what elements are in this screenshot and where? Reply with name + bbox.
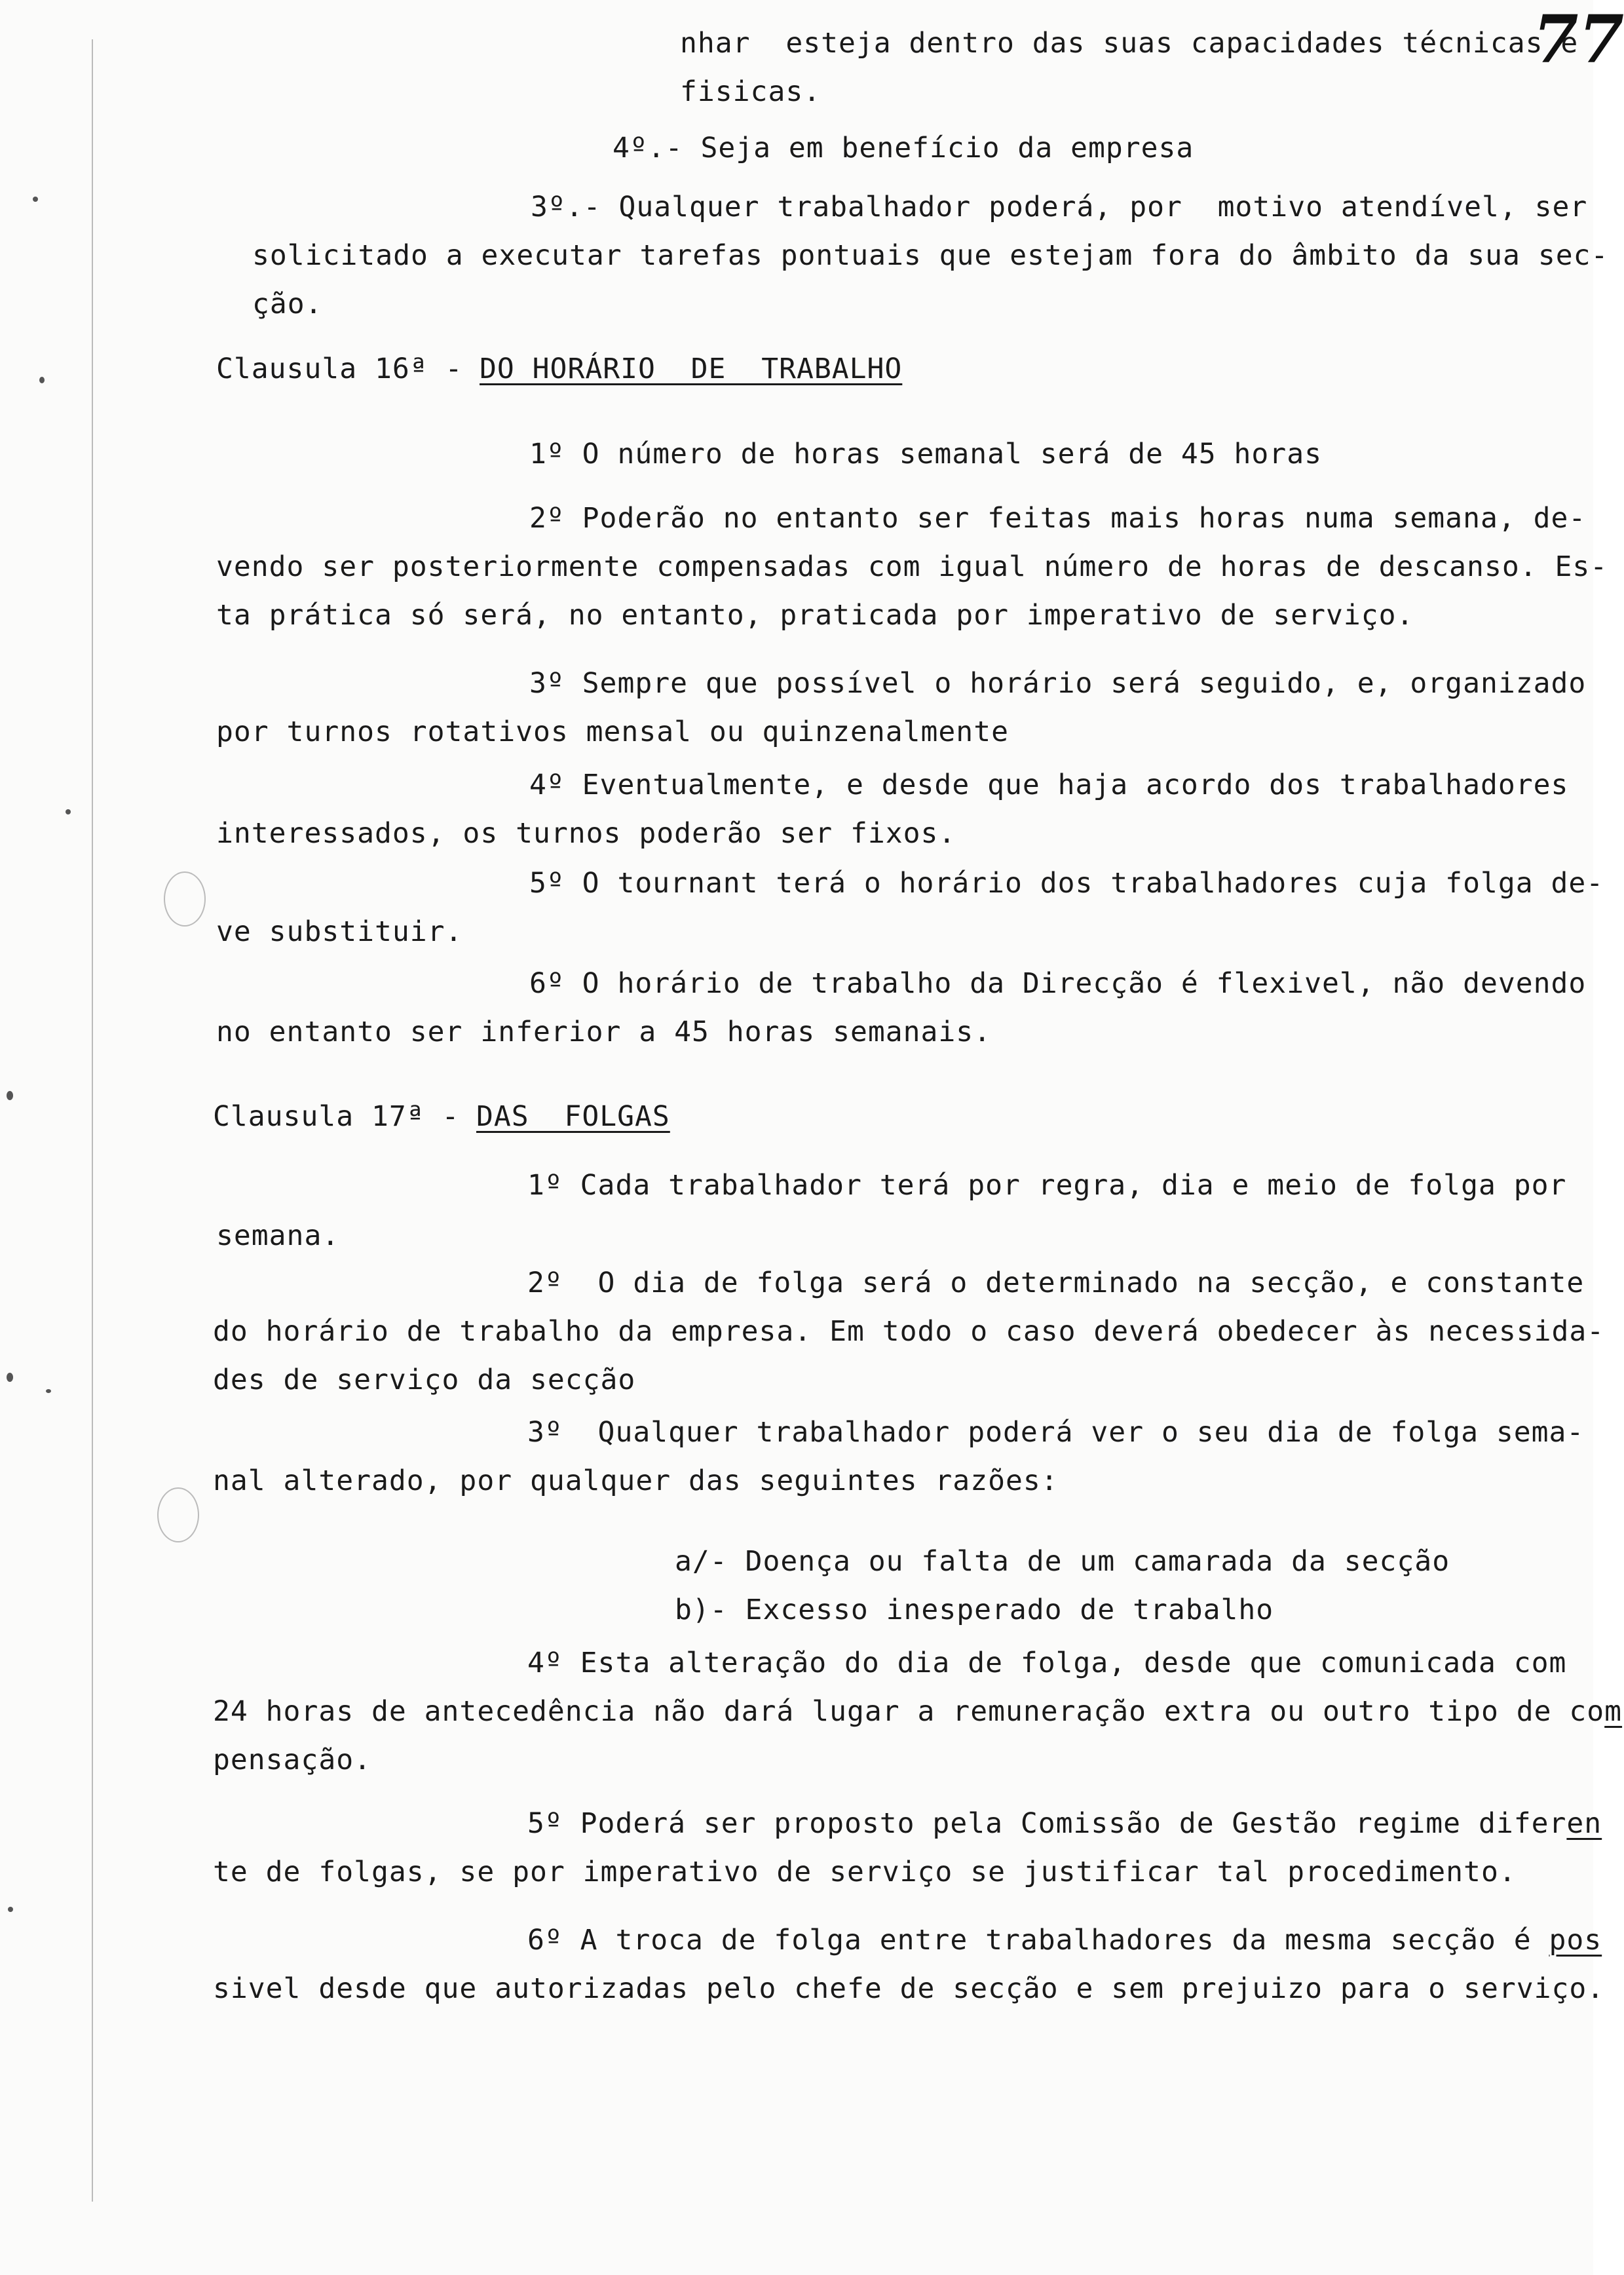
text-line: no entanto ser inferior a 45 horas semanais. bbox=[216, 1016, 992, 1048]
clause-17-title: DAS FOLGAS bbox=[476, 1100, 670, 1133]
text-line: do horário de trabalho da empresa. Em todo o caso deverá obedecer às necessida- bbox=[213, 1315, 1605, 1348]
scan-speck bbox=[39, 377, 45, 383]
text-line: des de serviço da secção bbox=[213, 1364, 636, 1396]
punch-hole bbox=[164, 871, 206, 927]
text-line: 4º.- Seja em benefício da empresa bbox=[613, 132, 1194, 164]
text-line: 2º O dia de folga será o determinado na secção, e constante bbox=[527, 1267, 1585, 1299]
text-line: 3º Sempre que possível o horário será seguido, e, organizado bbox=[529, 667, 1587, 700]
text-line: sivel desde que autorizadas pelo chefe de secção e sem prejuizo para o serviço. bbox=[213, 1972, 1605, 2005]
text-line: 2º Poderão no entanto ser feitas mais horas numa semana, de- bbox=[529, 502, 1587, 535]
text-line: interessados, os turnos poderão ser fixos. bbox=[216, 817, 956, 850]
text-line: 1º O número de horas semanal será de 45 horas bbox=[529, 438, 1322, 470]
text-line: te de folgas, se por imperativo de serviço se justificar tal procedimento. bbox=[213, 1856, 1517, 1888]
text-line: 24 horas de antecedência não dará lugar a remuneração extra ou outro tipo de com bbox=[213, 1695, 1623, 1728]
text-line: nhar esteja dentro das suas capacidades técnicas e bbox=[680, 27, 1579, 60]
text-line: fisicas. bbox=[680, 75, 821, 108]
punch-hole bbox=[157, 1487, 199, 1542]
text-line: pensação. bbox=[213, 1744, 371, 1776]
text-line: solicitado a executar tarefas pontuais que estejam fora do âmbito da sua sec- bbox=[252, 239, 1609, 272]
text-line: ção. bbox=[252, 288, 323, 320]
text-line: 3º.- Qualquer trabalhador poderá, por motivo atendível, ser bbox=[531, 191, 1588, 223]
text-line: ta prática só será, no entanto, praticada por imperativo de serviço. bbox=[216, 599, 1414, 632]
underlined-fragment: en bbox=[1566, 1807, 1602, 1840]
text-line: 4º Eventualmente, e desde que haja acordo dos trabalhadores bbox=[529, 769, 1569, 801]
text-line: 5º O tournant terá o horário dos trabalhadores cuja folga de- bbox=[529, 867, 1604, 900]
scan-speck bbox=[46, 1389, 51, 1393]
clause-16-title: DO HORÁRIO DE TRABALHO bbox=[480, 353, 903, 385]
clause-16-label: Clausula 16ª - bbox=[216, 353, 463, 385]
text-line: vendo ser posteriormente compensadas com igual número de horas de descanso. Es- bbox=[216, 550, 1608, 583]
scan-speck bbox=[66, 809, 71, 814]
list-item: a/- Doença ou falta de um camarada da secção bbox=[675, 1545, 1450, 1578]
text-line: nal alterado, por qualquer das seguintes razões: bbox=[213, 1464, 1059, 1497]
list-item: b)- Excesso inesperado de trabalho bbox=[675, 1594, 1274, 1626]
scan-speck bbox=[7, 1091, 13, 1100]
text-line: semana. bbox=[216, 1219, 340, 1252]
text-line: por turnos rotativos mensal ou quinzenalmente bbox=[216, 716, 1009, 748]
page-number: 77 bbox=[1533, 1, 1624, 78]
text-line: ve substituir. bbox=[216, 915, 463, 948]
scan-speck bbox=[8, 1907, 13, 1912]
underlined-fragment: pos bbox=[1549, 1924, 1602, 1957]
scan-speck bbox=[33, 197, 38, 202]
scan-speck bbox=[7, 1373, 13, 1382]
text-line: 5º Poderá ser proposto pela Comissão de Gestão regime diferen bbox=[527, 1807, 1602, 1840]
clause-17-label: Clausula 17ª - bbox=[213, 1100, 460, 1133]
text-line: 4º Esta alteração do dia de folga, desde que comunicada com bbox=[527, 1647, 1567, 1679]
text-line: 6º A troca de folga entre trabalhadores da mesma secção é pos bbox=[527, 1924, 1602, 1957]
text-line: 1º Cada trabalhador terá por regra, dia e meio de folga por bbox=[527, 1169, 1567, 1202]
scan-margin-line bbox=[92, 39, 93, 2202]
text-line: 3º Qualquer trabalhador poderá ver o seu dia de folga sema- bbox=[527, 1416, 1585, 1449]
text-line: 6º O horário de trabalho da Direcção é flexivel, não devendo bbox=[529, 967, 1587, 1000]
